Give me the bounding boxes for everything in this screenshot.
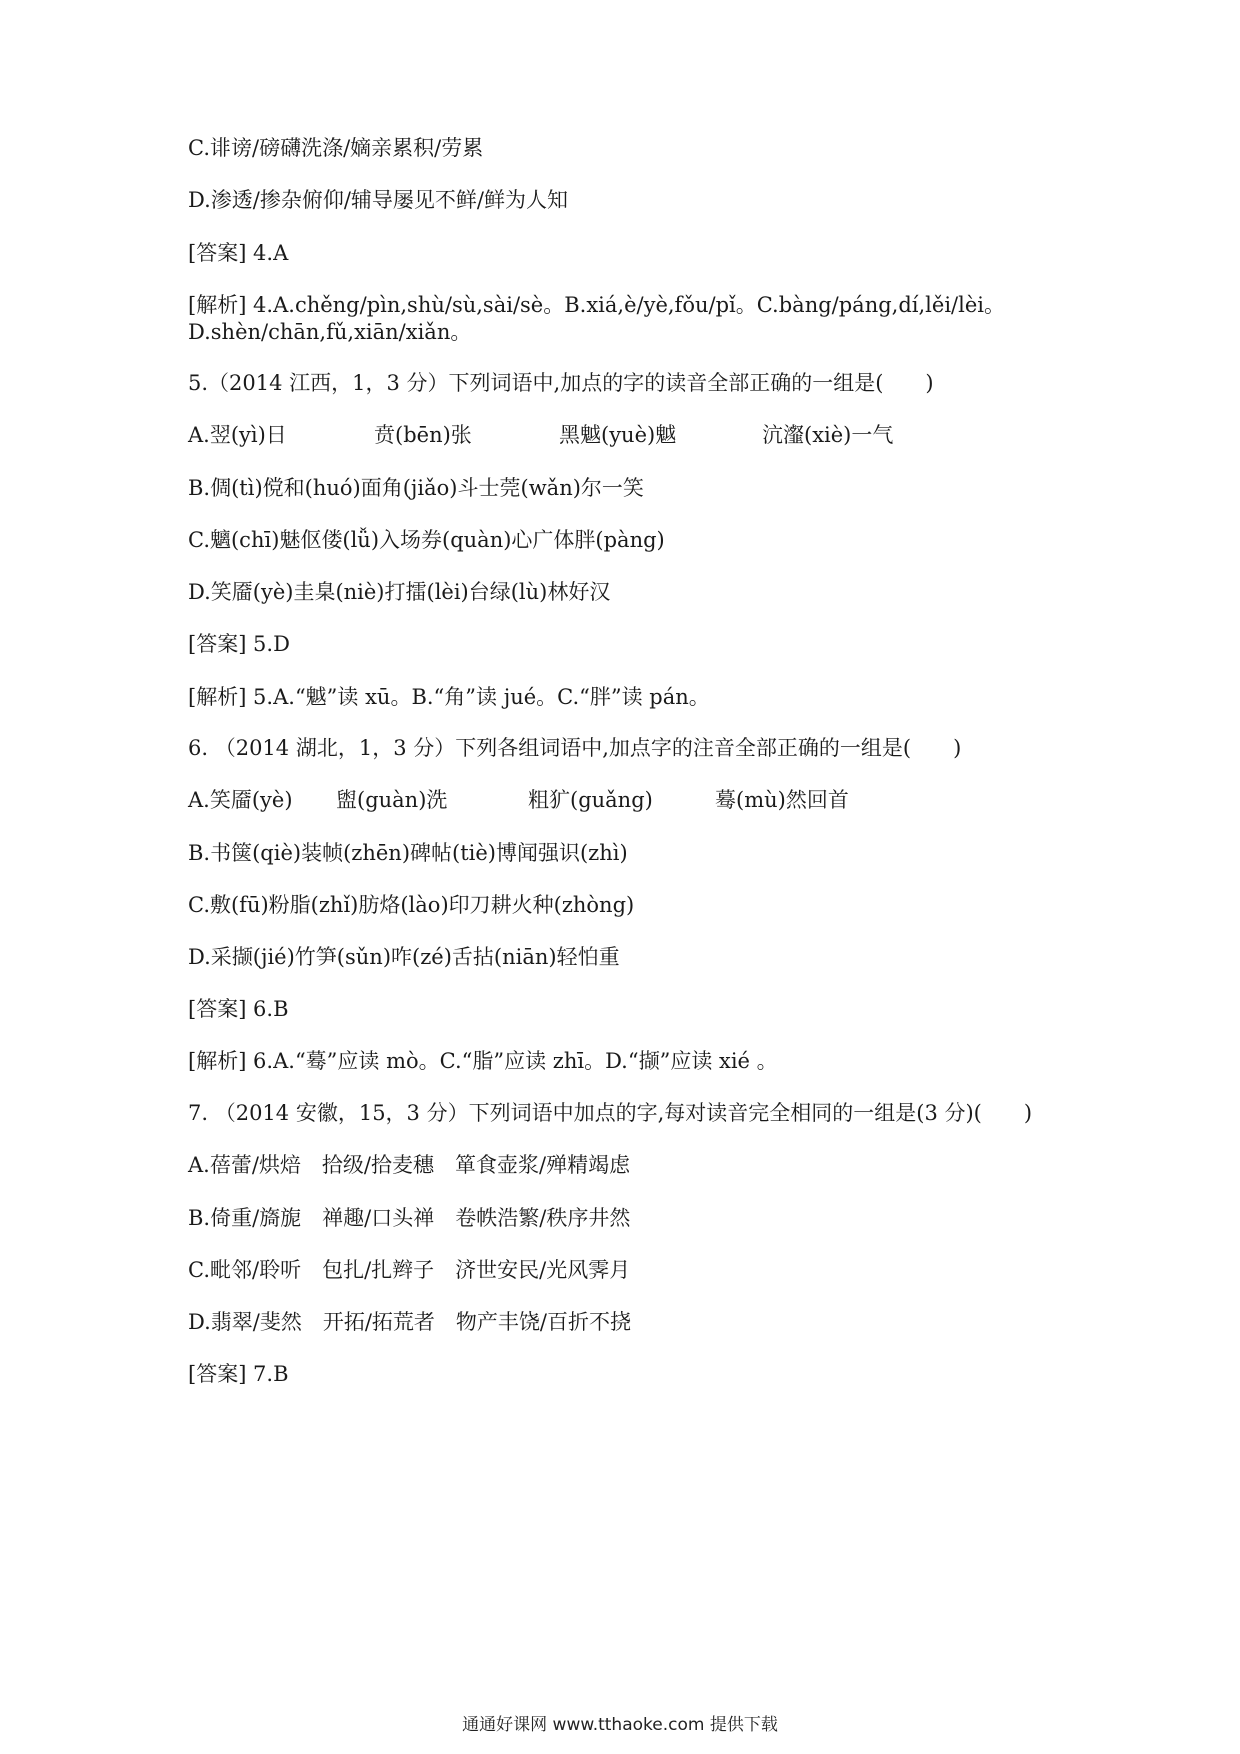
q5-stem: 5.（2014 江西，1，3 分）下列词语中,加点的字的读音全部正确的一组是( ): [188, 371, 934, 395]
q4-option-d: D.渗透/掺杂俯仰/辅导屡见不鲜/鲜为人知: [188, 188, 568, 212]
q6-option-a-item: A.笑靥(yè): [188, 788, 293, 812]
q6-option-a-item: 蓦(mù)然回首: [715, 788, 849, 812]
q7-stem: 7. （2014 安徽，15，3 分）下列词语中加点的字,每对读音完全相同的一组是(3 分)( ): [188, 1101, 1033, 1125]
q6-option-c: C.敷(fū)粉脂(zhǐ)肪烙(lào)印刀耕火种(zhòng): [188, 893, 635, 917]
q5-option-a-item: 沆瀣(xiè)一气: [762, 423, 894, 447]
q7-option-c: C.毗邻/聆听 包扎/扎辫子 济世安民/光风霁月: [188, 1258, 631, 1282]
q5-option-b: B.倜(tì)傥和(huó)面角(jiǎo)斗士莞(wǎn)尔一笑: [188, 476, 644, 500]
q6-option-a-item: 盥(guàn)洗: [336, 788, 448, 812]
q7-answer: [答案] 7.B: [188, 1362, 289, 1386]
q4-answer: [答案] 4.A: [188, 241, 289, 265]
q4-analysis-line2: D.shèn/chān,fǔ,xiān/xiǎn。: [188, 320, 472, 344]
q5-option-a-item: 贲(bēn)张: [374, 423, 472, 447]
q6-analysis: [解析] 6.A.“蓦”应读 mò。C.“脂”应读 zhī。D.“撷”应读 xié 。: [188, 1049, 778, 1073]
q5-answer: [答案] 5.D: [188, 632, 290, 656]
q5-option-c: C.魑(chī)魅伛偻(lǚ)入场券(quàn)心广体胖(pàng): [188, 528, 665, 552]
q4-option-c: C.诽谤/磅礴洗涤/嫡亲累积/劳累: [188, 136, 484, 160]
q7-option-d: D.翡翠/斐然 开拓/拓荒者 物产丰饶/百折不挠: [188, 1310, 631, 1334]
q6-stem: 6. （2014 湖北，1，3 分）下列各组词语中,加点字的注音全部正确的一组是( ): [188, 736, 962, 760]
q7-option-a: A.蓓蕾/烘焙 拾级/拾麦穗 箪食壶浆/殚精竭虑: [188, 1153, 631, 1177]
q5-option-a-item: A.翌(yì)日: [188, 423, 287, 447]
page-footer: 通通好课网 www.tthaoke.com 提供下载: [462, 1715, 778, 1735]
q6-option-d: D.采撷(jié)竹笋(sǔn)咋(zé)舌拈(niān)轻怕重: [188, 945, 620, 969]
q5-option-d: D.笑靥(yè)圭臬(niè)打擂(lèi)台绿(lù)林好汉: [188, 580, 611, 604]
q5-analysis: [解析] 5.A.“魆”读 xū。B.“角”读 jué。C.“胖”读 pán。: [188, 685, 710, 709]
q6-option-a-item: 粗犷(guǎng): [528, 788, 653, 812]
q7-option-b: B.倚重/旖旎 禅趣/口头禅 卷帙浩繁/秩序井然: [188, 1206, 631, 1230]
q6-answer: [答案] 6.B: [188, 997, 289, 1021]
q5-option-a-item: 黑魆(yuè)魆: [559, 423, 677, 447]
q4-analysis-line1: [解析] 4.A.chěng/pìn,shù/sù,sài/sè。B.xiá,è/yè,fǒu/pǐ。C.bàng/páng,dí,lěi/lèi。: [188, 293, 1005, 317]
q6-option-b: B.书箧(qiè)装帧(zhēn)碑帖(tiè)博闻强识(zhì): [188, 841, 628, 865]
